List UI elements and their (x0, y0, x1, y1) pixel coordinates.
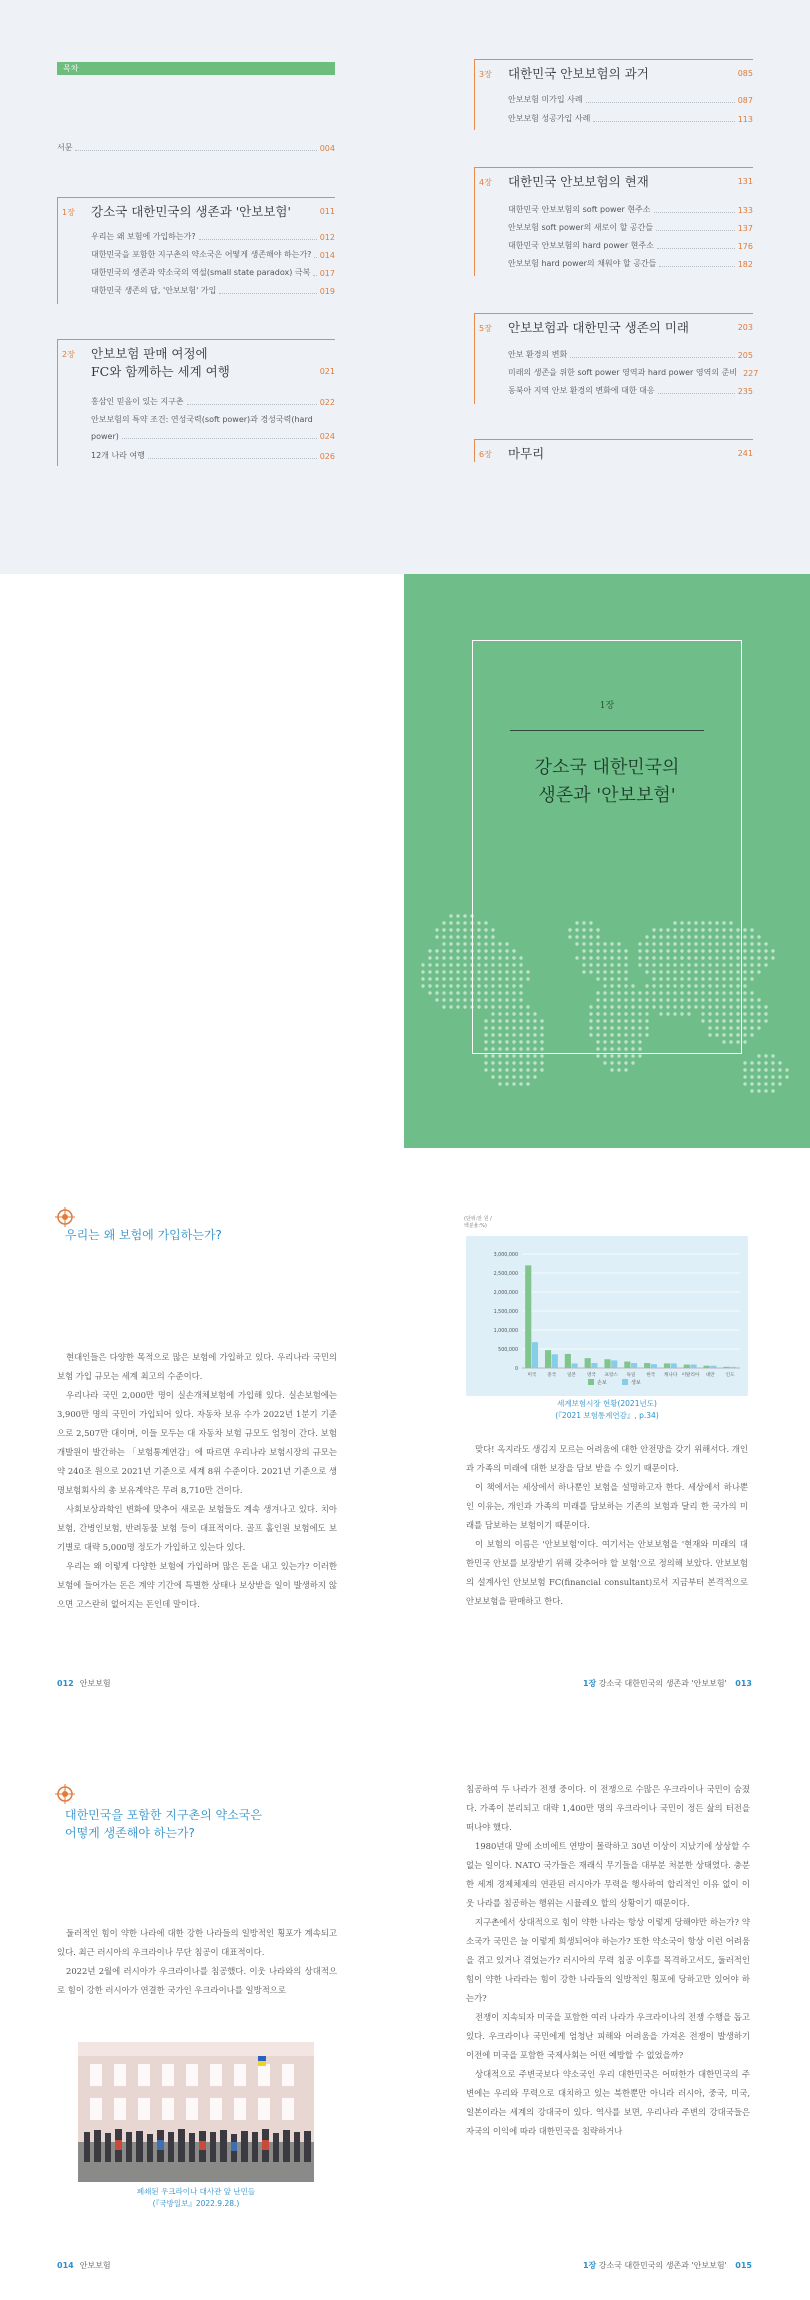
toc-item: 안보보험 성공가입 사례 113 (508, 114, 753, 124)
page-number: 013 (735, 1679, 752, 1688)
y-tick-label: 1,500,000 (493, 1310, 518, 1315)
paragraph: 우리는 왜 이렇게 다양한 보험에 가입하며 많은 돈을 내고 있는가? 이러한 보험에 들어가는 돈은 계약 기간에 특별한 상태나 보상받을 일이 발생하지 않으면 고스란히 없어지는 돈인데 말이다. (57, 1561, 337, 1609)
y-tick-label: 2,500,000 (493, 1272, 518, 1277)
bar-손보 (664, 1363, 670, 1368)
y-tick-label: 2,000,000 (493, 1291, 518, 1296)
chapter-title-line2: FC와 함께하는 세계 여행 (91, 364, 230, 379)
bar-생보 (690, 1365, 696, 1368)
cover-title-line2: 생존과 '안보보험' (538, 785, 676, 806)
page-number: 015 (735, 2261, 752, 2270)
page12-body (57, 1348, 337, 1614)
toc-spread (0, 0, 810, 574)
chapter-title: 대한민국 안보보험의 과거 (508, 66, 649, 81)
toc-item: 안보보험의 특약 조건: 연성국력(soft power)과 경성국력(hard (91, 415, 313, 424)
toc-item: 안보보험 soft power의 새로이 할 공간들 137 (508, 223, 753, 233)
section-title: 우리는 왜 보험에 가입하는가? (65, 1228, 222, 1242)
chapter-page: 085 (737, 69, 753, 78)
footer-title: 강소국 대한민국의 생존과 '안보보험' (598, 2261, 727, 2270)
paragraph: 지구촌에서 상대적으로 힘이 약한 나라는 항상 이렇게 당해야만 하는가? 약소국가 국민은 늘 이렇게 희생되어야 하는가? 또한 약소국이 항상 이런 어려움을 겪고 있거나 겪었는가? 러시아의 무력 침공 이후를 목격하고서도, 둘러적인 힘이 약한 나라라는 힘이 강한 나라들의 일방적인 횡포에 당하고만 있어야 하는가? (466, 1917, 750, 2003)
toc-item: 안보보험 hard power의 채워야 할 공간들 182 (508, 259, 753, 269)
page13-body (466, 1440, 748, 1611)
toc-chapter-3 (474, 59, 753, 83)
cover-title-line1: 강소국 대한민국의 (534, 757, 680, 778)
bar-생보 (611, 1360, 617, 1368)
chart-caption: 세계보험시장 현황(2021년도) (『2021 보험통계연감』, p.34) (555, 1399, 659, 1420)
chart-unit: (단위:만 원 / 백분율:%) (464, 1216, 492, 1229)
cover-divider (510, 730, 704, 731)
toc-intro-label: 서문 (57, 143, 73, 152)
section-title-line1: 대한민국을 포함한 지구촌의 약소국은 (65, 1808, 262, 1822)
footer-chapter: 1장 (582, 2261, 597, 2270)
paragraph: 1980년대 말에 소비에트 연방이 몰락하고 30년 이상이 지났기에 상상할 수 없는 일이다. NATO 국가들은 재래식 무기들을 대부분 처분한 상태였다. 충분한 세계 경제체제의 연관된 러시아가 무력을 행사하여 합리적인 이유 없이 이웃 나라를 침공하는 행위는 시뮬레오 할의 상황이기 때문이다. (466, 1841, 750, 1908)
chapter-page: 203 (737, 323, 753, 332)
page-number: 012 (57, 1679, 74, 1688)
toc-item: 대한민국 안보보험의 soft power 현주소 133 (508, 205, 753, 215)
section-title-line2: 어떻게 생존해야 하는가? (65, 1826, 195, 1840)
toc-item: 미래의 생존을 위한 soft power 영역과 hard power 영역의 준비 227 (508, 368, 759, 378)
refugee-queue-photo (78, 2042, 314, 2182)
chapter-number: 5장 (479, 324, 492, 333)
toc-item: 대한민국 생존의 답, '안보보험' 가입 019 (91, 286, 335, 296)
x-tick-label: 미국 (527, 1373, 537, 1378)
chart-panel (466, 1236, 748, 1396)
chapter-title-line1: 안보보험 판매 여정에 (91, 346, 208, 361)
x-tick-label: 프랑스 (604, 1373, 618, 1378)
chapter-number: 4장 (479, 178, 492, 187)
chapter-title: 마무리 (508, 446, 545, 461)
footer-chapter: 1장 (582, 1679, 597, 1688)
bar-생보 (671, 1363, 677, 1368)
toc-chapter-6 (474, 439, 753, 463)
page15-body (466, 1780, 750, 2141)
toc-item: 홍삼인 믿음이 있는 지구촌 022 (91, 397, 335, 407)
y-tick-label: 0 (514, 1367, 518, 1372)
toc-item: 대한민국을 포함한 지구촌의 약소국은 어떻게 생존해야 하는가? 014 (91, 250, 335, 260)
book-title: 안보보험 (79, 1679, 111, 1688)
bar-생보 (730, 1367, 736, 1368)
toc-chapter-5 (474, 313, 753, 337)
chapter-title: 강소국 대한민국의 생존과 '안보보험' (91, 204, 291, 219)
toc-chapter-1 (57, 197, 335, 221)
bar-손보 (585, 1358, 591, 1368)
y-tick-label: 500,000 (498, 1348, 518, 1353)
bar-손보 (525, 1265, 531, 1368)
chapter-cover-page (404, 574, 810, 1148)
page-footer (583, 1678, 752, 1689)
toc-header: 목차 (57, 62, 335, 75)
page14-body (57, 1924, 337, 2000)
x-tick-label: 독일 (626, 1373, 636, 1378)
toc-chapter-2 (57, 339, 335, 379)
legend-swatch (622, 1379, 628, 1385)
book-title: 안보보험 (79, 2261, 111, 2270)
paragraph: 둘러적인 힘이 약한 나라에 대한 강한 나라들의 일방적인 횡포가 계속되고 있다. 최근 러시아의 우크라이나 무단 침공이 대표적이다. (57, 1928, 337, 1957)
bar-손보 (704, 1366, 710, 1368)
x-tick-label: 중국 (547, 1373, 557, 1378)
x-tick-label: 영국 (586, 1373, 596, 1378)
toc-chapter-4 (474, 167, 753, 191)
x-tick-label: 대만 (705, 1373, 715, 1378)
bar-생보 (591, 1363, 597, 1368)
bar-손보 (723, 1367, 729, 1368)
paragraph: 현대인들은 다양한 목적으로 많은 보험에 가입하고 있다. 우리나라 국민의 보험 가입 규모는 세계 최고의 수준이다. (57, 1352, 337, 1381)
x-tick-label: 한국 (646, 1373, 656, 1378)
y-tick-label: 1,000,000 (493, 1329, 518, 1334)
x-tick-label: 일본 (567, 1373, 576, 1378)
photo-caption: 폐쇄된 우크라이나 대사관 앞 난민들 (『국방일보』2022.9.28.) (136, 2187, 256, 2208)
paragraph: 침공하여 두 나라가 전쟁 중이다. 이 전쟁으로 수많은 우크라이나 국민이 숨졌다. 가족이 분리되고 대략 1,400만 명의 우크라이나 국민이 정든 삶의 터전을 떠나야 했다. (466, 1784, 750, 1832)
bar-생보 (552, 1354, 558, 1368)
bar-생보 (572, 1363, 578, 1368)
legend-swatch (588, 1379, 594, 1385)
chapter-page: 021 (319, 367, 335, 376)
bar-생보 (651, 1364, 657, 1368)
chapter-page: 011 (319, 207, 335, 216)
bar-손보 (644, 1363, 650, 1368)
chapter-title: 안보보험과 대한민국 생존의 미래 (508, 320, 689, 335)
cover-chapter-number: 1장 (599, 701, 615, 711)
paragraph: 맞다! 옥지라도 생김지 모르는 어려움에 대한 안전망을 갖기 위해서다. 개인과 가족의 미래에 대한 보장을 담보 받을 수 있기 때문이다. (466, 1444, 748, 1473)
paragraph: 우리나라 국민 2,000만 명이 실손개체보험에 가입해 있다. 실손보험에는 3,900만 명의 국민이 가입되어 있다. 자동차 보유 수가 2022년 1분기 기준으로 2,507만 대이며, 이들 모두는 대 자동차 보험 규모도 엄청이 간다. 보험개발원이 발간하는 「보험통계연감」에 따르면 우리나라 보험시장의 규모는 약 240조 원으로 2021년 기준으로 세계 8위 수준이다. 2021년 기준으로 생명보험회사의 총 보유계약은 무려 8,710만 건이다. (57, 1390, 337, 1495)
crosshair-icon (55, 1207, 75, 1227)
legend-label: 생보 (631, 1380, 641, 1386)
toc-item: 동북아 지역 안보 환경의 변화에 대한 대응 235 (508, 386, 753, 396)
page-footer (57, 1678, 111, 1689)
footer-title: 강소국 대한민국의 생존과 '안보보험' (598, 1679, 727, 1688)
chapter-number: 3장 (479, 70, 492, 79)
toc-item: power) 024 (91, 432, 335, 441)
chapter-number: 1장 (62, 208, 75, 217)
chapter-number: 6장 (479, 450, 492, 459)
paragraph: 전쟁이 지속되자 미국을 포함한 여러 나라가 우크라이나의 전쟁 수행을 돕고 있다. 우크라이나 국민에게 엄청난 피해와 어려움을 가져온 전쟁이 발생하기 이전에 미국을 포함한 국제사회는 어떤 예방할 수 없었을까? (466, 2012, 750, 2060)
page-number: 014 (57, 2261, 74, 2270)
paragraph: 이 보험의 이름은 '안보보험'이다. 여기서는 안보보험을 '현재와 미래의 대한민국 안보를 보장받기 위해 갖추어야 할 보험'으로 정의해 보았다. 안보보험의 설계사인 안보보험 FC(financial consultant)로서 지금부터 본격적으로 안보보험을 판매하고 한다. (466, 1539, 748, 1606)
bar-손보 (624, 1362, 630, 1368)
toc-item: 우리는 왜 보험에 가입하는가? 012 (91, 232, 335, 242)
bar-손보 (545, 1350, 551, 1368)
x-tick-label: 이탈리아 (681, 1373, 700, 1378)
toc-item: 12개 나라 여행 026 (91, 451, 335, 461)
y-tick-label: 3,000,000 (493, 1253, 518, 1258)
insurance-market-chart (466, 1236, 748, 1396)
x-tick-label: 인도 (725, 1373, 735, 1378)
chapter-page: 131 (737, 177, 753, 186)
bar-생보 (710, 1366, 716, 1368)
crosshair-icon (55, 1784, 75, 1804)
legend-label: 손보 (597, 1380, 607, 1386)
paragraph: 사회보상과학인 변화에 맞추어 새로운 보험들도 계속 생겨나고 있다. 치아보험, 간병인보험, 반려동물 보험 등이 대표적이다. 골프 홀인원 보험에도 보기별로 대략 5,000명 정도가 가입하고 있는다 있다. (57, 1504, 337, 1552)
toc-item: 대한민국 안보보험의 hard power 현주소 176 (508, 241, 753, 251)
bar-손보 (684, 1365, 690, 1368)
page-footer (583, 2260, 752, 2271)
toc-item: 안보보험 미가입 사례 087 (508, 95, 753, 105)
toc-item: 안보 환경의 변화 205 (508, 350, 753, 360)
page-footer (57, 2260, 111, 2271)
bar-생보 (532, 1342, 538, 1368)
paragraph: 2022년 2월에 러시아가 우크라이나를 침공했다. 이웃 나라와의 상대적으로 힘이 강한 러시아가 연결한 국가인 우크라이나를 일방적으로 (57, 1966, 337, 1995)
paragraph: 이 책에서는 세상에서 하나뿐인 보험을 설명하고자 한다. 세상에서 하나뿐인 이유는, 개인과 가족의 미래를 담보하는 기존의 보험과 달리 한 국가의 미래를 담보하는 보험이기 때문이다. (466, 1482, 748, 1530)
toc-intro-page: 004 (319, 144, 335, 153)
bar-손보 (565, 1354, 571, 1368)
x-tick-label: 캐나다 (663, 1373, 678, 1378)
chapter-page: 241 (737, 449, 753, 458)
chapter-number: 2장 (62, 350, 75, 359)
toc-intro (57, 142, 335, 153)
bar-생보 (631, 1363, 637, 1368)
paragraph: 상대적으로 주변국보다 약소국인 우리 대한민국은 어떠한가 대한민국의 주변에는 우리와 무력으로 대치하고 있는 북한뿐만 아니라 러시아, 중국, 미국, 일본이라는 세계의 강대국이 있다. 역사를 보면, 우리나라 주변의 강대국들은 자국의 이익에 따라 대한민국을 침략하거나 (466, 2069, 750, 2136)
toc-item: 대한민국의 생존과 약소국의 역설(small state paradox) 극복 017 (91, 268, 335, 278)
chapter-title: 대한민국 안보보험의 현재 (508, 174, 649, 189)
bar-손보 (604, 1359, 610, 1368)
